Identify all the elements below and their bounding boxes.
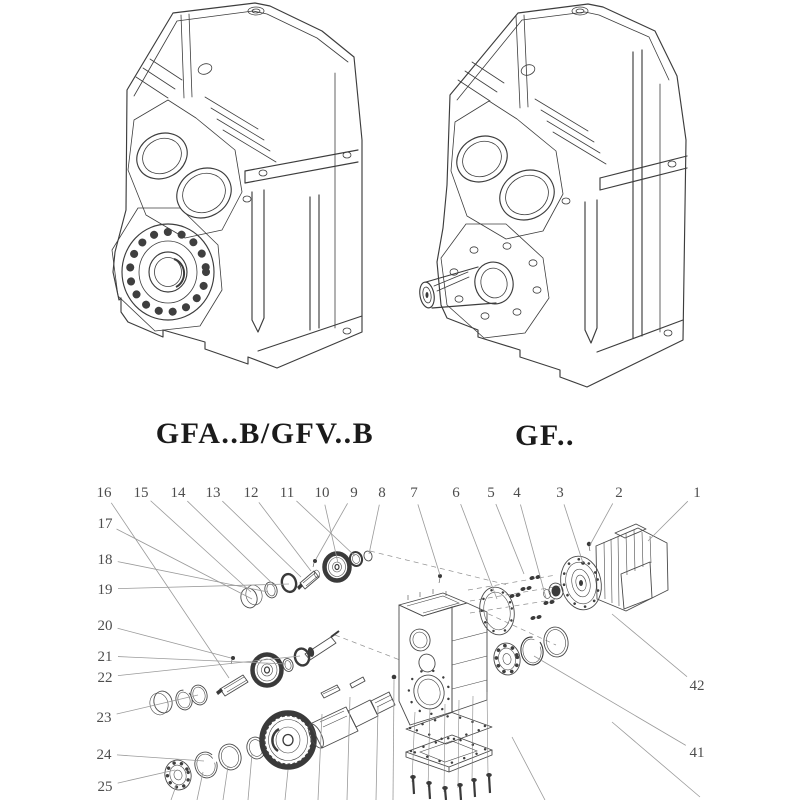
- part-number-12: 12: [243, 485, 259, 501]
- shaft-hub-outer: [470, 258, 518, 308]
- small-hole: [562, 198, 570, 204]
- cooling-fins: [458, 62, 606, 164]
- part-number-41: 41: [689, 745, 705, 761]
- part-number-7: 7: [410, 485, 418, 501]
- callout-leader-19: [118, 584, 289, 589]
- small-hole: [243, 196, 251, 202]
- callout-leader-18: [118, 562, 268, 592]
- callout-leader-6: [461, 504, 497, 599]
- part-number-25: 25: [97, 779, 113, 795]
- intermediate-gear: [253, 655, 282, 686]
- torque-frame: [245, 150, 362, 351]
- part-number-17: 17: [97, 516, 113, 532]
- shaft-screw: [313, 559, 317, 563]
- gear-housing: [399, 589, 487, 725]
- mount-hole: [197, 62, 214, 76]
- part-number-1: 1: [693, 485, 701, 501]
- mount-hole: [520, 63, 537, 77]
- bore-face-outline: [128, 100, 242, 238]
- assembly-axis-dashes: [335, 551, 560, 660]
- o-ring-seal: [542, 625, 571, 659]
- output-shaft-cluster: [162, 675, 397, 800]
- part-number-13: 13: [205, 485, 221, 501]
- part-number-21: 21: [97, 649, 113, 665]
- output-shaft: [418, 267, 496, 309]
- snap-ring: [519, 635, 546, 666]
- input-pinion: [300, 571, 319, 589]
- part-number-42: 42: [689, 678, 705, 694]
- flange-cover-ring: [476, 584, 518, 637]
- callout-leader-13: [222, 501, 301, 577]
- housing-bore-1: [407, 627, 432, 653]
- shaft-key-large: [321, 685, 340, 698]
- callout-leader-20: [118, 628, 231, 658]
- callout-leader-16: [111, 503, 229, 678]
- cutoff-leader-lines: [171, 697, 700, 800]
- set-screw: [438, 574, 442, 583]
- base-strap-hole: [343, 328, 351, 334]
- part-number-23: 23: [96, 710, 112, 726]
- end-cup: [151, 689, 174, 715]
- part-number-3: 3: [556, 485, 564, 501]
- small-ring: [363, 550, 373, 562]
- spacer-ring: [263, 581, 279, 600]
- output-bearing: [162, 757, 195, 793]
- housing-inner-edges: [457, 12, 669, 332]
- input-bore-outer: [449, 127, 516, 190]
- exploded-parts-diagram: [147, 524, 700, 800]
- callout-leader-2: [590, 503, 613, 545]
- part-number-4: 4: [513, 485, 521, 501]
- motor-pinion: [552, 586, 561, 597]
- strap-hole-right: [343, 152, 351, 158]
- shaft-key-small: [350, 677, 365, 688]
- housing-output-bore: [410, 672, 448, 713]
- torque-frame: [585, 50, 687, 352]
- callout-leader-41: [534, 656, 686, 745]
- callout-leader-23: [117, 695, 198, 714]
- oil-plug: [572, 7, 588, 15]
- part-number-16: 16: [96, 485, 112, 501]
- part-number-5: 5: [487, 485, 495, 501]
- bottom-cover: [406, 735, 492, 772]
- part-number-14: 14: [170, 485, 186, 501]
- strap-hole: [668, 161, 676, 167]
- long-bolt: [392, 675, 397, 680]
- cover-bolts: [410, 773, 492, 800]
- base-strap-hole: [664, 330, 672, 336]
- callout-leader-9: [316, 503, 348, 559]
- bore-face-outline: [451, 101, 563, 239]
- input-shaft-cluster: [239, 550, 373, 610]
- part-number-24: 24: [96, 747, 112, 763]
- flange-bolts: [509, 574, 555, 620]
- callout-leader-12: [259, 502, 311, 571]
- callout-leader-24: [117, 755, 204, 761]
- part-number-18: 18: [97, 552, 113, 568]
- shaft-screw: [231, 656, 235, 660]
- part-number-6: 6: [452, 485, 460, 501]
- intermediate-pinion: [220, 675, 248, 696]
- input-bore-inner: [136, 132, 187, 181]
- input-bearing: [491, 641, 522, 677]
- housing-outline: [113, 3, 362, 368]
- part-number-20: 20: [97, 618, 113, 634]
- callout-leader-42: [612, 614, 687, 677]
- strap-hole: [259, 170, 267, 176]
- callout-leader-8: [369, 505, 379, 554]
- callout-leader-3: [564, 504, 583, 563]
- part-number-2: 2: [615, 485, 623, 501]
- part-number-10: 10: [314, 485, 330, 501]
- motor: [543, 524, 668, 614]
- input-bearing-ring: [280, 572, 298, 593]
- part-number-11: 11: [279, 485, 295, 501]
- output-gear: [262, 713, 314, 767]
- flange-bolt-holes: [450, 243, 541, 319]
- callout-leader-7: [418, 504, 440, 575]
- output-flange-outline: [441, 224, 549, 338]
- right-figure-caption: GF..: [515, 419, 575, 452]
- part-number-9: 9: [350, 485, 358, 501]
- output-seal-ring: [216, 742, 244, 773]
- callout-leader-5: [496, 504, 524, 574]
- gasket: [406, 713, 492, 745]
- cooling-fins: [136, 59, 276, 162]
- right-gearbox-drawing: [418, 4, 687, 387]
- output-bearing: [122, 224, 214, 320]
- input-bore-inner: [456, 135, 507, 184]
- shaft-hub-inner: [478, 265, 511, 301]
- callout-layer: [97, 485, 705, 795]
- callout-leader-22: [118, 656, 300, 676]
- callout-leader-4: [520, 505, 546, 598]
- input-bore-outer: [129, 124, 196, 187]
- left-gearbox-drawing: [112, 3, 362, 368]
- callout-leader-1: [648, 501, 688, 541]
- part-number-8: 8: [378, 485, 386, 501]
- part-number-22: 22: [97, 670, 113, 686]
- part-number-15: 15: [133, 485, 149, 501]
- left-figure-caption: GFA..B/GFV..B: [155, 417, 375, 450]
- part-number-19: 19: [97, 582, 113, 598]
- callout-leader-14: [187, 501, 275, 586]
